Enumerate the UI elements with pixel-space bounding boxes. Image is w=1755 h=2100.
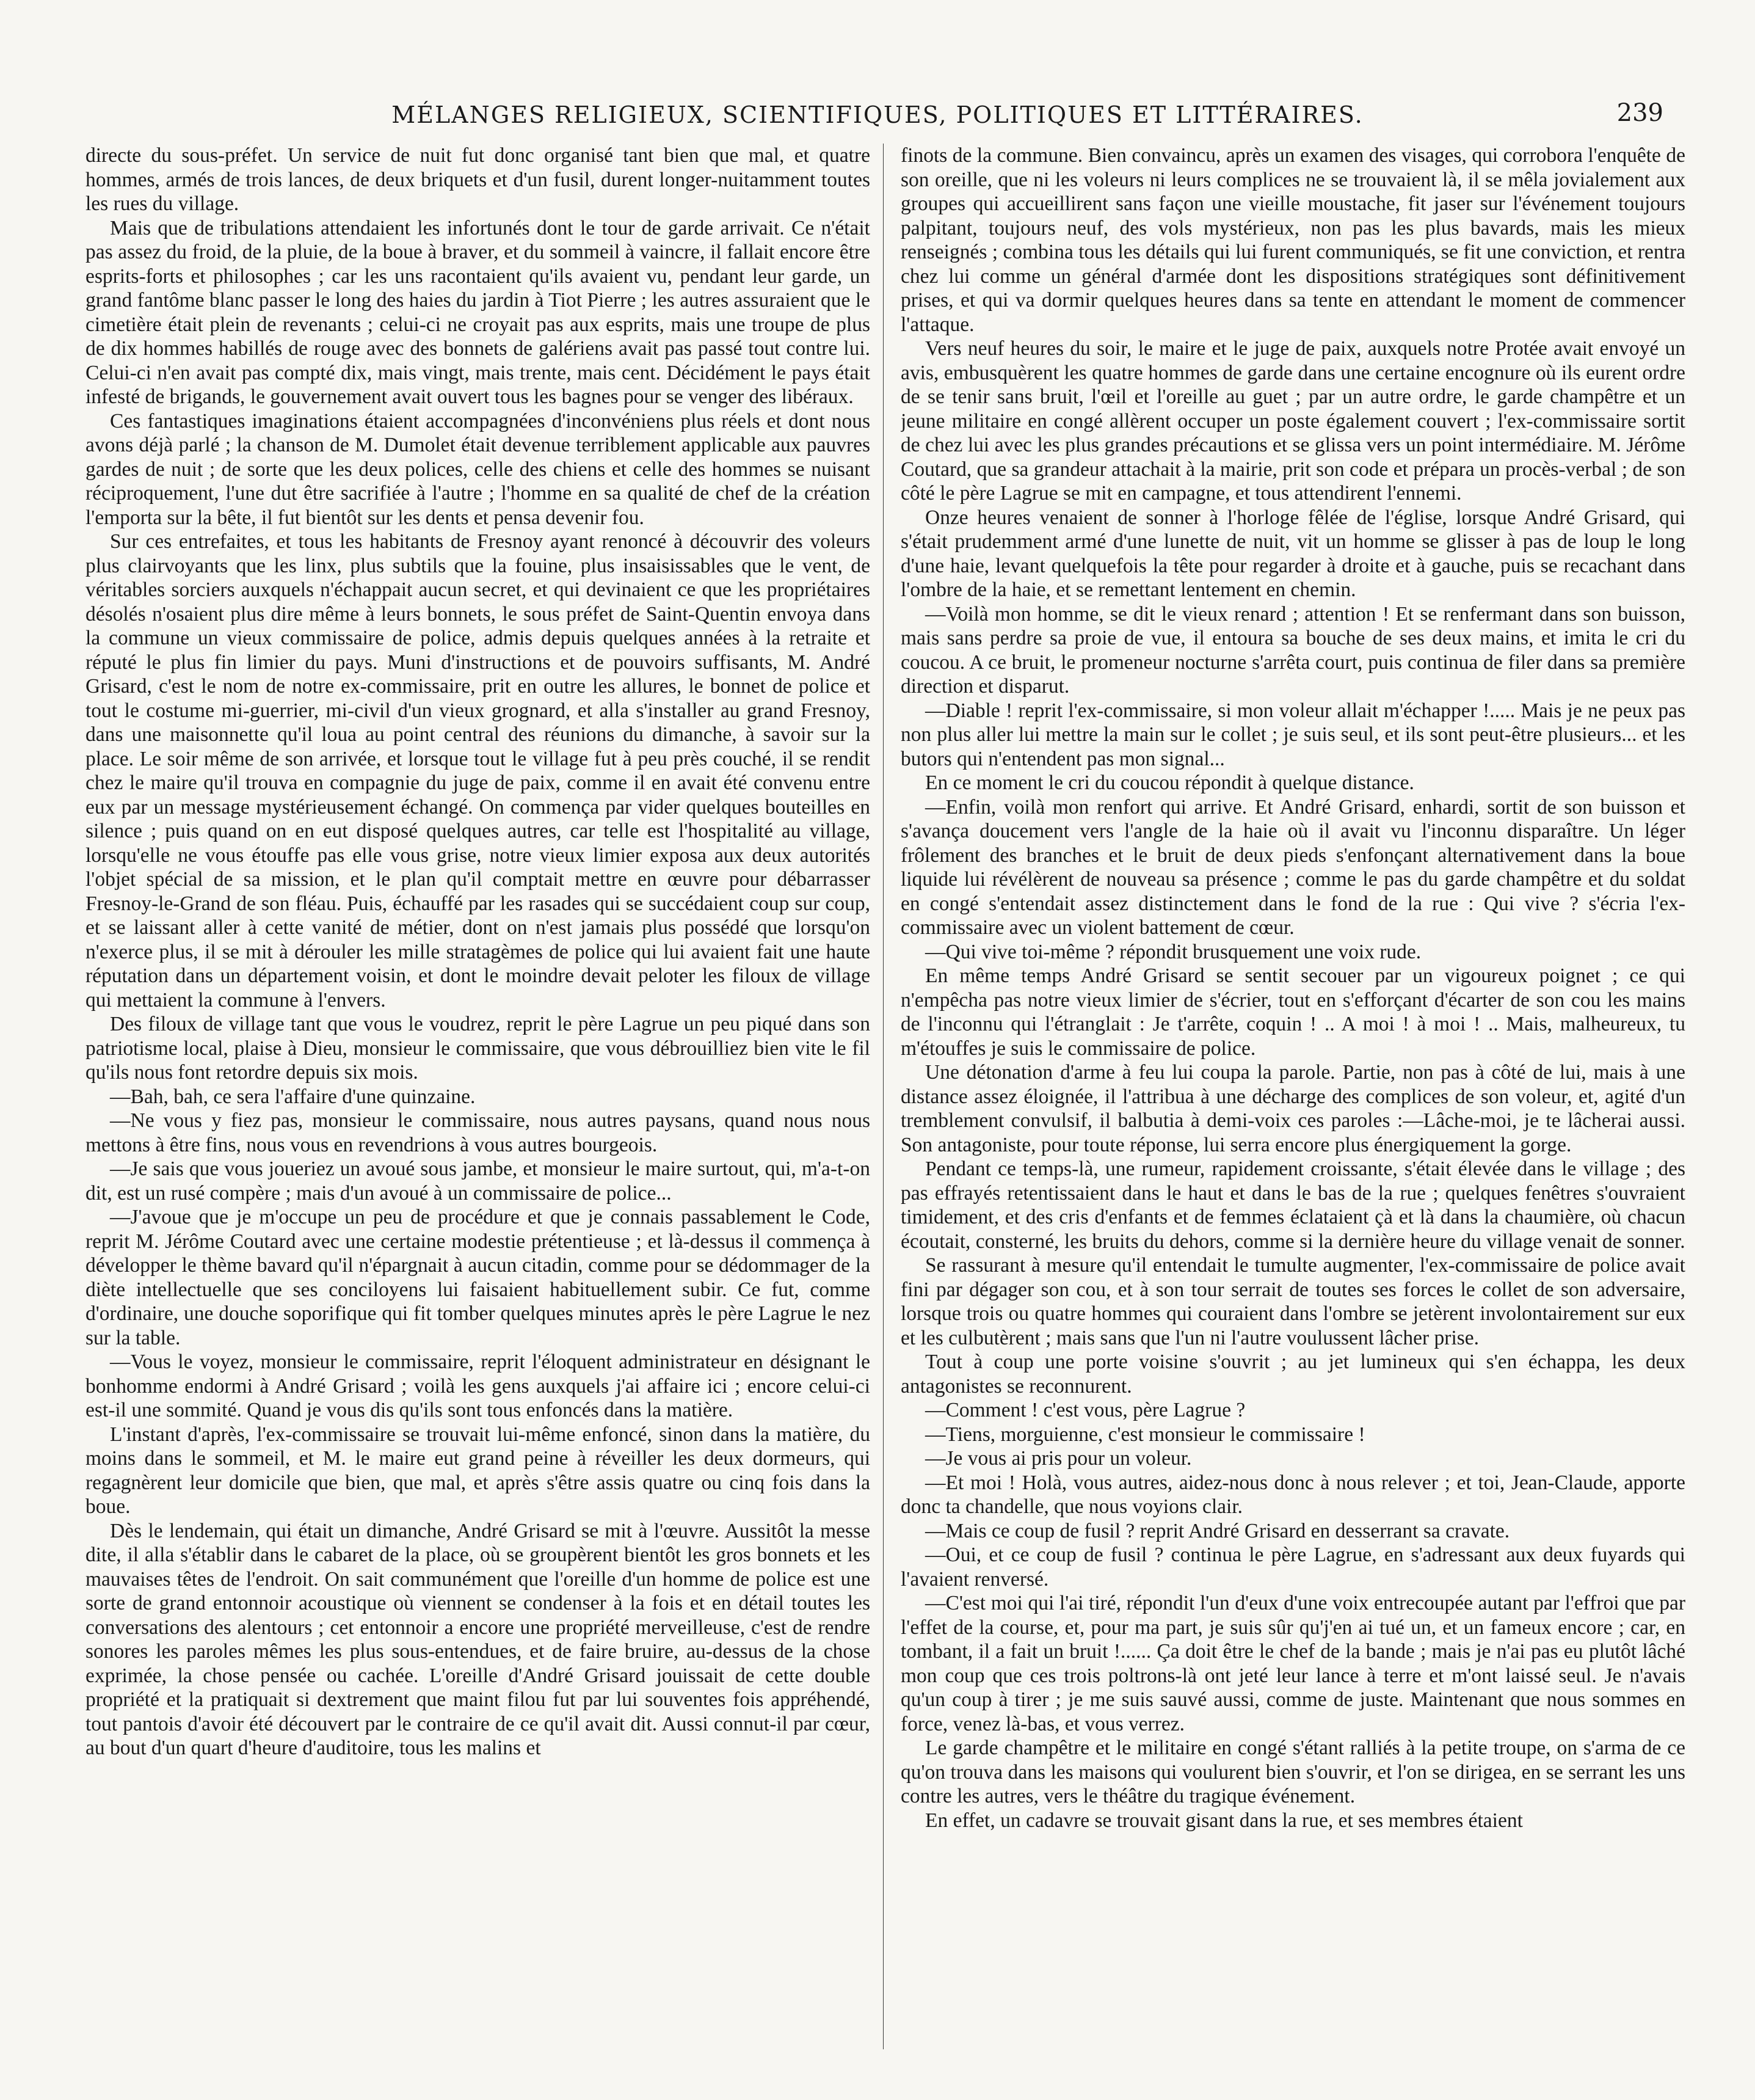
paragraph: —Oui, et ce coup de fusil ? continua le père Lagrue, en s'adressant aux deux fuyards qui l'avaient renversé.: [901, 1544, 1685, 1591]
running-title: MÉLANGES RELIGIEUX, SCIENTIFIQUES, POLITIQUES ET LITTÉRAIRES.: [391, 101, 1364, 128]
paragraph: En effet, un cadavre se trouvait gisant dans la rue, et ses membres étaient: [925, 1809, 1523, 1832]
paragraph: —Vous le voyez, monsieur le commissaire, reprit l'éloquent administrateur en désignant le bonhomme endormi à André Grisard ; voilà les gens auxquels j'ai affaire ici ; encore celui-ci est-il une sommité. Quand je vous dis qu'ils sont tous enfoncés dans la matière.: [85, 1351, 870, 1421]
paragraph: —Et moi ! Holà, vous autres, aidez-nous donc à nous relever ; et toi, Jean-Claude, apporte donc ta chandelle, que nous voyions clair.: [901, 1471, 1685, 1518]
paragraph: —Enfin, voilà mon renfort qui arrive. Et André Grisard, enhardi, sortit de son buisson et s'avança doucement vers l'angle de la haie où il avait vu l'inconnu disparaître. Un léger frôlement des branches et le bruit de deux pieds s'enfonçant alternativement dans la boue liquide lui révélèrent de nouveau sa présence ; comme le pas du garde champêtre et du soldat en congé s'entendait assez distinctement dans le fond de la rue : Qui vive ? s'écria l'ex-commissaire avec un violent battement de cœur.: [901, 795, 1685, 939]
paragraph: directe du sous-préfet. Un service de nuit fut donc organisé tant bien que mal, et quatre hommes, armés de trois lances, de deux briquets et d'un fusil, durent longer-nuitamment toutes les rues du village.: [85, 144, 870, 215]
paragraph: Onze heures venaient de sonner à l'horloge fêlée de l'église, lorsque André Grisard, qui s'était prudemment armé d'une lunette de nuit, vit un homme se glisser à pas de loup le long d'une haie, levant quelquefois la tête pour regarder à droite et à gauche, puis se recachant dans l'ombre de la haie, et se remettant lentement en chemin.: [901, 506, 1685, 601]
paragraph: Se rassurant à mesure qu'il entendait le tumulte augmenter, l'ex-commissaire de police avait fini par dégager son cou, et à son tour serrait de toutes ses forces le collet de son adversaire, lorsque trois ou quatre hommes qui couraient dans l'ombre se jetèrent involontairement sur eux et les culbutèrent ; mais sans que l'un ni l'autre voulussent lâcher prise.: [901, 1254, 1685, 1349]
paragraph: Tout à coup une porte voisine s'ouvrit ; au jet lumineux qui s'en échappa, les deux antagonistes se reconnurent.: [901, 1351, 1685, 1398]
paragraph: —Tiens, morguienne, c'est monsieur le commissaire !: [925, 1423, 1365, 1446]
paragraph: Mais que de tribulations attendaient les infortunés dont le tour de garde arrivait. Ce n'était pas assez du froid, de la pluie, de la boue à braver, et du sommeil à vaincre, il fallait encore être esprits-forts et philosophes ; car les uns racontaient qu'ils avaient vu, pendant leur garde, un grand fantôme blanc passer le long des haies du jardin à Tiot Pierre ; les autres assuraient que le cimetière était plein de revenants ; celui-ci ne croyait pas aux esprits, mais une troupe de plus de dix hommes habillés de rouge avec des bonnets de galériens avait pas passé tout contre lui. Celui-ci n'en avait pas compté dix, mais vingt, mais trente, mais cent. Décidément le pays était infesté de brigands, le gouvernement avait ouvert tous les bagnes pour se venger des libéraux.: [85, 216, 870, 408]
paragraph: —Je sais que vous joueriez un avoué sous jambe, et monsieur le maire surtout, qui, m'a-t-on dit, est un rusé compère ; mais d'un avoué à un commissaire de police...: [85, 1158, 870, 1205]
paragraph: Des filoux de village tant que vous le voudrez, reprit le père Lagrue un peu piqué dans son patriotisme local, plaise à Dieu, monsieur le commissaire, que vous débrouilliez bien vite le fil qu'ils nous font retordre depuis six mois.: [85, 1013, 870, 1084]
paragraph: Une détonation d'arme à feu lui coupa la parole. Partie, non pas à côté de lui, mais à une distance assez éloignée, il l'attribua à une décharge des complices de son voleur, et, agité d'un tremblement convulsif, il balbutia à demi-voix ces paroles :—Lâche-moi, je te lâcherai aussi. Son antagoniste, pour toute réponse, lui serra encore plus énergiquement la gorge.: [901, 1061, 1685, 1156]
running-head: [92, 92, 1663, 134]
paragraph: Le garde champêtre et le militaire en congé s'étant ralliés à la petite troupe, on s'arma de ce qu'on trouva dans les maisons qui voulurent bien s'ouvrir, et l'on se dirigea, en se serrant les uns contre les autres, vers le théâtre du tragique événement.: [901, 1737, 1685, 1807]
column-divider: [883, 144, 884, 2049]
paragraph: Ces fantastiques imaginations étaient accompagnées d'inconvéniens plus réels et dont nous avons déjà parlé ; la chanson de M. Dumolet était devenue terriblement applicable aux pauvres gardes de nuit ; de sorte que les deux polices, celle des chiens et celle des hommes se nuisant réciproquement, l'une dut être sacrifiée à l'autre ; l'homme en sa qualité de chef de la création l'emporta sur la bête, il fut bientôt sur les dents et pensa devenir fou.: [85, 409, 870, 529]
left-column: [85, 144, 870, 2049]
paragraph: En ce moment le cri du coucou répondit à quelque distance.: [925, 771, 1414, 794]
paragraph: —Ne vous y fiez pas, monsieur le commissaire, nous autres paysans, quand nous nous mettons à être fins, nous vous en revendrions à vous autres bourgeois.: [85, 1109, 870, 1156]
paragraph: —C'est moi qui l'ai tiré, répondit l'un d'eux d'une voix entrecoupée autant par l'effroi que par l'effet de la course, et, pour ma part, je suis sûr qu'j'en ai tué un, et un fameux encore ; car, en tombant, il a fait un bruit !...... Ça doit être le chef de la bande ; mais je n'ai pas eu plutôt lâché mon coup que ces trois poltrons-là ont jeté leur lance à terre et m'ont laissé seul. Je n'avais qu'un coup à tirer ; je me suis sauvé aussi, comme de juste. Maintenant que nous sommes en force, venez là-bas, et vous verrez.: [901, 1592, 1685, 1735]
paragraph: Pendant ce temps-là, une rumeur, rapidement croissante, s'était élevée dans le village ; des pas effrayés retentissaient dans le haut et dans le bas de la rue ; quelques fenêtres s'ouvraient timidement, et des cris d'enfants et de femmes éclataient çà et là dans la chaumière, où chacun écoutait, consterné, les bruits du dehors, comme si la dernière heure du village venait de sonner.: [901, 1158, 1685, 1253]
paragraph: Dès le lendemain, qui était un dimanche, André Grisard se mit à l'œuvre. Aussitôt la messe dite, il alla s'établir dans le cabaret de la place, où se groupèrent bientôt les gros bonnets et les mauvaises têtes de l'endroit. On sait communément que l'oreille d'un homme de police est une sorte de grand entonnoir acoustique où viennent se condenser à la fois et en détail toutes les conversations des alentours ; cet entonnoir a encore une propriété merveilleuse, c'est de rendre sonores les paroles mêmes les plus sous-entendues, et de faire bruire, au-dessus de la chose exprimée, la chose pensée ou cachée. L'oreille d'André Grisard jouissait de cette double propriété et la pratiquait si dextrement que maint filou fut par lui souventes fois appréhendé, tout pantois d'avoir été découvert par le contraire de ce qu'il avait dit. Aussi connut-il par cœur, au bout d'un quart d'heure d'auditoire, tous les malins et: [85, 1519, 870, 1759]
paragraph: —Comment ! c'est vous, père Lagrue ?: [925, 1399, 1246, 1421]
paragraph: —Je vous ai pris pour un voleur.: [925, 1447, 1192, 1470]
paragraph: Sur ces entrefaites, et tous les habitants de Fresnoy ayant renoncé à découvrir des voleurs plus clairvoyants que les linx, plus subtils que la fouine, plus insaisissables que le vent, de véritables sorciers auxquels n'échappait aucun secret, et qui devinaient ce que les propriétaires désolés n'osaient plus dire même à leurs bonnets, le sous préfet de Saint-Quentin envoya dans la commune un vieux commissaire de police, admis depuis quelques années à la retraite et réputé le plus fin limier du pays. Muni d'instructions et de pouvoirs suffisants, M. André Grisard, c'est le nom de notre ex-commissaire, prit en outre les allures, le bonnet de police et tout le costume mi-guerrier, mi-civil d'un vieux grognard, et alla s'installer au grand Fresnoy, dans une maisonnette qu'il loua au point central des réunions du dimanche, à savoir sur la place. Le soir même de son arrivée, et lorsque tout le village fut à peu près couché, il se rendit chez le maire qu'il trouva en compagnie du juge de paix, comme il en avait été convenu entre eux par un message mystérieusement échangé. On commença par vider quelques bouteilles en silence ; puis quand on en eut disposé quelques autres, car telle est l'hospitalité au village, lorsqu'elle ne vous étouffe pas elle vous grise, notre vieux limier exposa aux deux autorités l'objet spécial de sa mission, et le plan qu'il comptait mettre en œuvre pour débarrasser Fresnoy-le-Grand de son fléau. Puis, échauffé par les rasades qui se succédaient coup sur coup, et se laissant aller à cette vanité de métier, dont on n'est jamais plus possédé que lorsqu'on n'exerce plus, il se mit à dérouler les mille stratagèmes de police qui lui avaient fait une haute réputation dans un département voisin, et dont le moindre devait peloter les filoux de village qui mettaient la commune à l'envers.: [85, 530, 870, 1012]
paragraph: En même temps André Grisard se sentit secouer par un vigoureux poignet ; ce qui n'empêcha pas notre vieux limier de s'écrier, tout en s'efforçant d'écarter de son cou les mains de l'inconnu qui l'étranglait : Je t'arrête, coquin ! .. A moi ! à moi ! .. Mais, malheureux, tu m'étouffes je suis le commissaire de police.: [901, 964, 1685, 1060]
paragraph: L'instant d'après, l'ex-commissaire se trouvait lui-même enfoncé, sinon dans la matière, du moins dans le sommeil, et M. le maire eut grand peine à réveiller les deux dormeurs, qui regagnèrent leur domicile que bien, que mal, et après s'être assis quatre ou cinq fois dans la boue.: [85, 1423, 870, 1518]
right-column: [901, 144, 1685, 2049]
paragraph: —Mais ce coup de fusil ? reprit André Grisard en desserrant sa cravate.: [925, 1519, 1510, 1542]
paragraph: —Bah, bah, ce sera l'affaire d'une quinzaine.: [110, 1085, 476, 1108]
paragraph: —J'avoue que je m'occupe un peu de procédure et que je connais passablement le Code, reprit M. Jérôme Coutard avec une certaine modestie prétentieuse ; et là-dessus il commença à développer le thème bavard qu'il n'épargnait à aucun citadin, comme pour se dédommager de la diète intellectuelle que ses conciloyens lui faisaient habituellement subir. Ce fut, comme d'ordinaire, une douche soporifique qui fit tomber quelques minutes après le père Lagrue le nez sur la table.: [85, 1206, 870, 1349]
paragraph: —Voilà mon homme, se dit le vieux renard ; attention ! Et se renfermant dans son buisson, mais sans perdre sa proie de vue, il entoura sa bouche de ses deux mains, et imita le cri du coucou. A ce bruit, le promeneur nocturne s'arrêta court, puis continua de filer dans sa première direction et disparut.: [901, 602, 1685, 698]
paragraph: Vers neuf heures du soir, le maire et le juge de paix, auxquels notre Protée avait envoyé un avis, embusquèrent les quatre hommes de garde dans une certaine encognure où ils eurent ordre de se tenir sans bruit, l'œil et l'oreille au guet ; par un autre ordre, le garde champêtre et un jeune militaire en congé allèrent occuper un poste également couvert ; l'ex-commissaire sortit de chez lui avec les plus grandes précautions et se glissa vers un point intermédiaire. M. Jérôme Coutard, que sa grandeur attachait à la mairie, prit son code et prépara un procès-verbal ; de son côté le père Lagrue se mit en campagne, et tous attendirent l'ennemi.: [901, 337, 1685, 505]
page-number: 239: [1616, 99, 1663, 127]
paragraph: —Qui vive toi-même ? répondit brusquement une voix rude.: [925, 940, 1422, 963]
paragraph: finots de la commune. Bien convaincu, après un examen des visages, qui corrobora l'enquête de son oreille, que ni les voleurs ni leurs complices ne se trouvaient là, il se mêla jovialement aux groupes qui accueillirent sans façon une vieille moustache, fit jaser sur l'événement toujours palpitant, toujours neuf, des vols mystérieux, non pas les plus bavards, mais les mieux renseignés ; combina tous les détails qui lui furent communiqués, se fit une conviction, et rentra chez lui comme un général d'armée dont les dispositions stratégiques sont définitivement prises, et qui va dormir quelques heures dans sa tente en attendant le moment de commencer l'attaque.: [901, 144, 1685, 336]
paragraph: —Diable ! reprit l'ex-commissaire, si mon voleur allait m'échapper !..... Mais je ne peux pas non plus aller lui mettre la main sur le collet ; je suis seul, et ils sont peut-être plusieurs... et les butors qui n'entendent pas mon signal...: [901, 699, 1685, 770]
